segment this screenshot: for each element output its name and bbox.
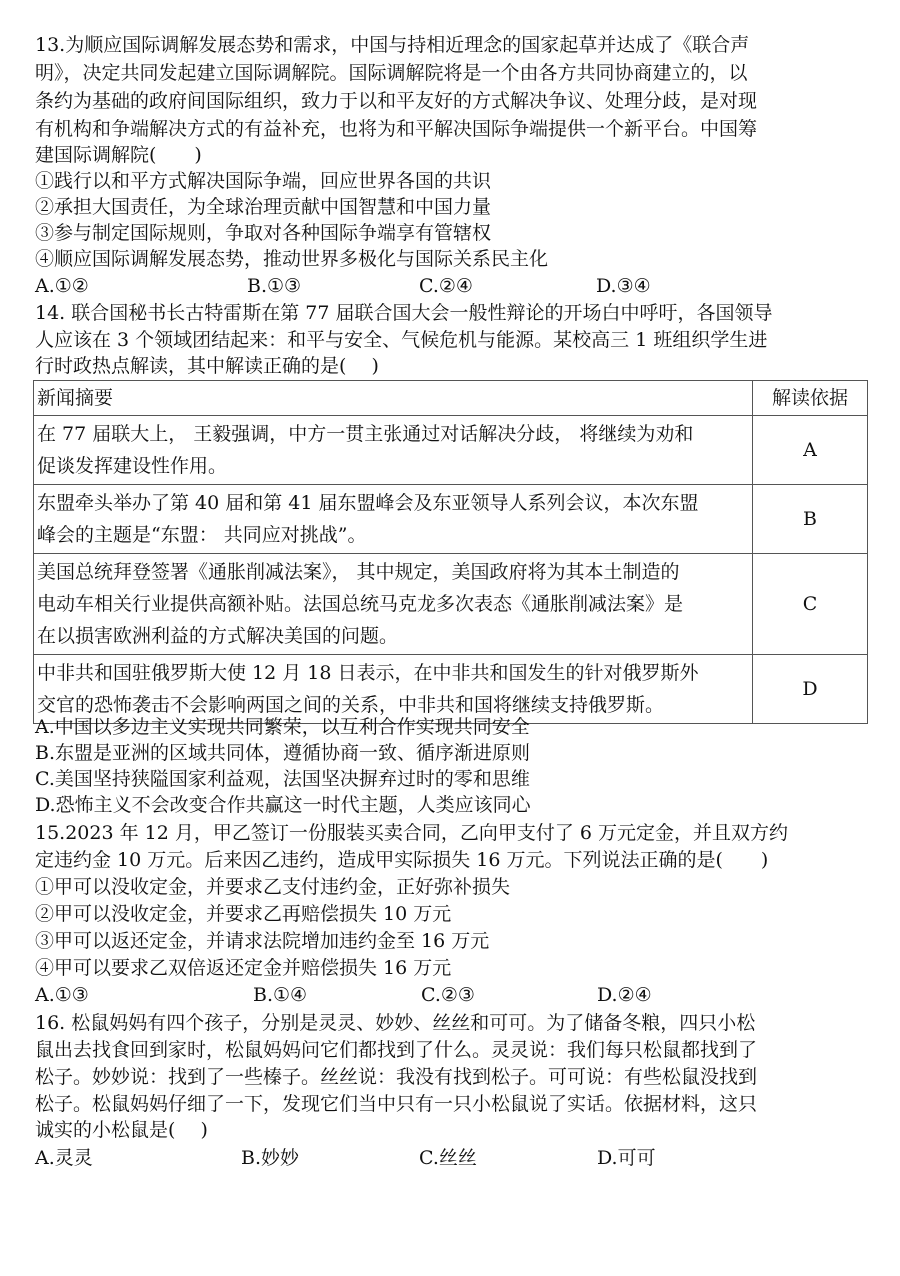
q15-statement-2: ②甲可以没收定金，并要求乙再赔偿损失 10 万元: [35, 903, 452, 925]
q16-stem-line: 鼠出去找食回到家时，松鼠妈妈问它们都找到了什么。灵灵说：我们每只松鼠都找到了: [35, 1039, 758, 1061]
q13-stem-line: 建国际调解院( ): [35, 144, 202, 166]
news-line: 美国总统拜登签署《通胀削减法案》， 其中规定，美国政府将为其本土制造的: [37, 561, 680, 583]
basis-cell: D: [753, 655, 868, 724]
news-line: 交官的恐怖袭击不会影响两国之间的关系，中非共和国将继续支持俄罗斯。: [37, 694, 665, 716]
q15-stem-line: 定违约金 10 万元。后来因乙违约，造成甲实际损失 16 万元。下列说法正确的是( ): [35, 849, 769, 871]
q13-stem-line: 13.为顺应国际调解发展态势和需求，中国与持相近理念的国家起草并达成了《联合声: [35, 34, 750, 56]
news-line: 促谈发挥建设性作用。: [37, 455, 228, 477]
news-line: 中非共和国驻俄罗斯大使 12 月 18 日表示，在中非共和国发生的针对俄罗斯外: [37, 662, 699, 684]
q15-statement-3: ③甲可以返还定金，并请求法院增加违约金至 16 万元: [35, 930, 490, 952]
q15-option-c[interactable]: C.②③: [421, 984, 475, 1006]
q13-stem-line: 条约为基础的政府间国际组织，致力于以和平友好的方式解决争议、处理分歧，是对现: [35, 90, 758, 112]
q16-option-d[interactable]: D.可可: [597, 1147, 656, 1169]
q14-option-b[interactable]: B.东盟是亚洲的区域共同体，遵循协商一致、循序渐进原则: [35, 742, 531, 764]
news-line: 在 77 届联大上， 王毅强调，中方一贯主张通过对话解决分歧， 将继续为劝和: [37, 423, 694, 445]
news-cell: [34, 416, 753, 485]
table-header-row: [34, 381, 868, 416]
q13-statement-2: ②承担大国责任，为全球治理贡献中国智慧和中国力量: [35, 196, 492, 218]
q13-statement-4: ④顺应国际调解发展态势，推动世界多极化与国际关系民主化: [35, 248, 549, 270]
q14-option-d[interactable]: D.恐怖主义不会改变合作共赢这一时代主题，人类应该同心: [35, 794, 531, 816]
q15-statement-4: ④甲可以要求乙双倍返还定金并赔偿损失 16 万元: [35, 957, 452, 979]
basis-cell: C: [753, 554, 868, 655]
news-line: 东盟牵头举办了第 40 届和第 41 届东盟峰会及东亚领导人系列会议，本次东盟: [37, 492, 699, 514]
table-row: [34, 416, 868, 485]
q14-stem-line: 行时政热点解读，其中解读正确的是( ): [35, 355, 379, 377]
news-cell: [34, 554, 753, 655]
q15-option-b[interactable]: B.①④: [253, 984, 308, 1006]
q15-option-a[interactable]: A.①③: [35, 984, 89, 1006]
news-line: 电动车相关行业提供高额补贴。法国总统马克龙多次表态《通胀削减法案》是: [37, 593, 684, 615]
q15-option-d[interactable]: D.②④: [597, 984, 652, 1006]
q13-stem-line: 明》，决定共同发起建立国际调解院。国际调解院将是一个由各方共同协商建立的，以: [35, 62, 748, 84]
q13-option-c[interactable]: C.②④: [419, 275, 473, 297]
basis-cell: B: [753, 485, 868, 554]
q14-stem-line: 人应该在 3 个领域团结起来：和平与安全、气候危机与能源。某校高三 1 班组织学生进: [35, 329, 768, 351]
q15-stem-line: 15.2023 年 12 月，甲乙签订一份服装买卖合同，乙向甲支付了 6 万元定金，并且双方约: [35, 822, 789, 844]
news-cell: [34, 485, 753, 554]
q16-stem-line: 16. 松鼠妈妈有四个孩子，分别是灵灵、妙妙、丝丝和可可。为了储备冬粮，四只小松: [35, 1012, 756, 1034]
news-line: 在以损害欧洲利益的方式解决美国的问题。: [37, 625, 399, 647]
q14-option-c[interactable]: C.美国坚持狭隘国家利益观，法国坚决摒弃过时的零和思维: [35, 768, 530, 790]
q13-statement-1: ①践行以和平方式解决国际争端，回应世界各国的共识: [35, 170, 492, 192]
q16-option-b[interactable]: B.妙妙: [241, 1147, 300, 1169]
table-row: [34, 554, 868, 655]
q13-option-d[interactable]: D.③④: [596, 275, 651, 297]
table-row: [34, 485, 868, 554]
news-table: [33, 380, 868, 724]
q16-option-a[interactable]: A.灵灵: [35, 1147, 93, 1169]
q14-option-a[interactable]: A.中国以多边主义实现共同繁荣，以互利合作实现共同安全: [35, 716, 530, 738]
table-header-news: 新闻摘要: [34, 381, 753, 416]
q16-stem-line: 松子。妙妙说：找到了一些榛子。丝丝说：我没有找到松子。可可说：有些松鼠没找到: [35, 1066, 758, 1088]
q13-statement-3: ③参与制定国际规则，争取对各种国际争端享有管辖权: [35, 222, 492, 244]
basis-cell: A: [753, 416, 868, 485]
q16-stem-line: 松子。松鼠妈妈仔细了一下，发现它们当中只有一只小松鼠说了实话。依据材料，这只: [35, 1093, 758, 1115]
q15-statement-1: ①甲可以没收定金，并要求乙支付违约金，正好弥补损失: [35, 876, 511, 898]
q13-stem-line: 有机构和争端解决方式的有益补充，也将为和平解决国际争端提供一个新平台。中国筹: [35, 118, 758, 140]
news-line: 峰会的主题是“东盟： 共同应对挑战”。: [37, 524, 367, 546]
q14-stem-line: 14. 联合国秘书长古特雷斯在第 77 届联合国大会一般性辩论的开场白中呼吁，各国领导: [35, 302, 773, 324]
q16-option-c[interactable]: C.丝丝: [419, 1147, 477, 1169]
q13-option-a[interactable]: A.①②: [35, 275, 89, 297]
q13-option-b[interactable]: B.①③: [247, 275, 302, 297]
q16-stem-line: 诚实的小松鼠是( ): [35, 1119, 208, 1141]
table-header-basis: 解读依据: [753, 381, 868, 416]
